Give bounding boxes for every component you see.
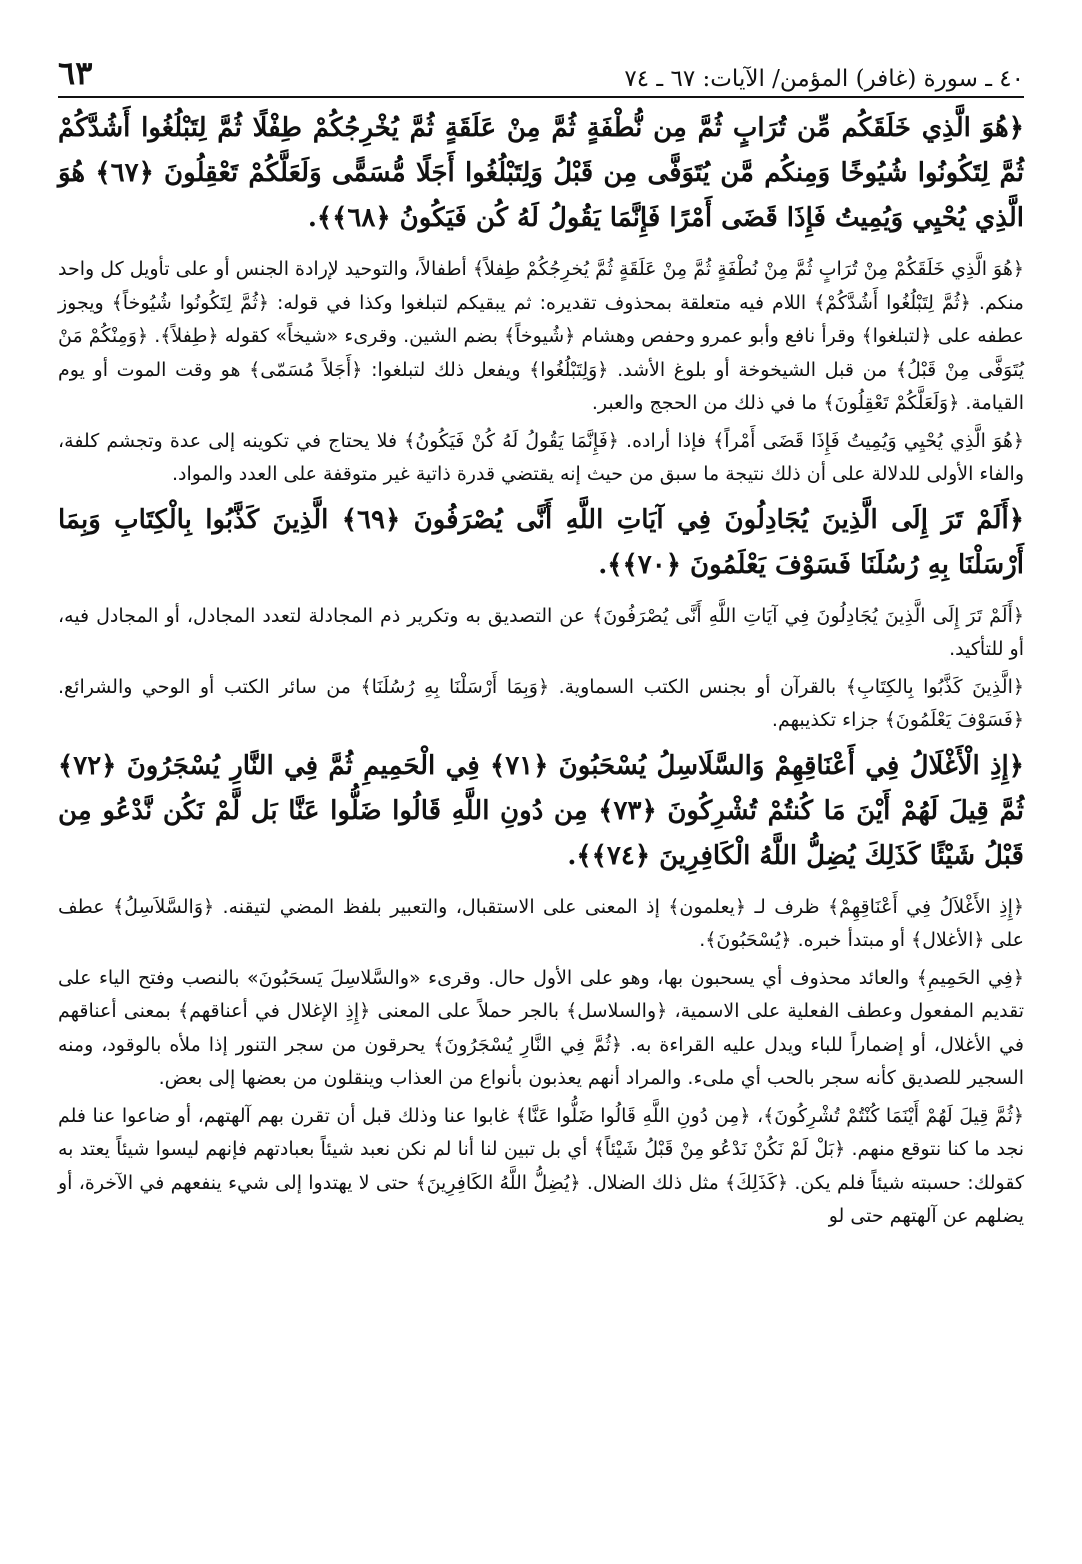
page-content — [58, 106, 1024, 1234]
page-header — [58, 40, 1024, 98]
commentary-paragraph: ﴿هُوَ الَّذِي خَلَقَكُمْ مِنْ تُرَابٍ ثُمَّ مِنْ نُطْفَةٍ ثُمَّ مِنْ عَلَقَةٍ ثُمَّ يُخرِجُكُمْ طِفلاً﴾ أطفالاً، والتوحيد لإرادة الجنس أو على تأويل كل واحد منكم. ﴿ثُمَّ لِتَبْلُغُوا أَشُدَّكُمْ﴾ اللام فيه متعلقة بمحذوف تقديره: ثم يبقيكم لتبلغوا وكذا في قوله: ﴿ثُمَّ لِتَكُونُوا شُيُوخاً﴾ ويجوز عطفه على ﴿لتبلغوا﴾ وقرأ نافع وأبو عمرو وحفص وهشام ﴿شُيوخاً﴾ بضم الشين. وقرىء «شيخاً» كقوله ﴿طِفلاً﴾. ﴿وَمِنْكُمْ مَنْ يُتَوَفَّى مِنْ قَبْلُ﴾ من قبل الشيخوخة أو بلوغ الأشد. ﴿وَلِتَبْلُغُوا﴾ ويفعل ذلك لتبلغوا: ﴿أَجَلاً مُسَمّى﴾ هو وقت الموت أو يوم القيامة. ﴿وَلَعَلَّكُمْ تَعْقِلُونَ﴾ ما في ذلك من الحجج والعبر. — [58, 258, 1024, 414]
commentary-paragraph: ﴿الَّذِينَ كَذَّبُوا بِالكِتَابِ﴾ بالقرآن أو بجنس الكتب السماوية. ﴿وَبِمَا أَرْسَلْنَا بِهِ رُسُلَنَا﴾ من سائر الكتب أو الوحي والشرائع. ﴿فَسَوْفَ يَعْلَمُونَ﴾ جزاء تكذيبهم. — [58, 675, 1024, 731]
quran-verse-block-71-74: ﴿إِذِ الْأَغْلَالُ فِي أَعْنَاقِهِمْ وَالسَّلَاسِلُ يُسْحَبُونَ ﴿٧١﴾ فِي الْحَمِيمِ ثُمَّ فِي النَّارِ يُسْجَرُونَ ﴿٧٢﴾ ثُمَّ قِيلَ لَهُمْ أَيْنَ مَا كُنتُمْ تُشْرِكُونَ ﴿٧٣﴾ مِن دُونِ اللَّهِ قَالُوا ضَلُّوا عَنَّا بَل لَّمْ نَكُن نَّدْعُو مِن قَبْلُ شَيْئًا كَذَلِكَ يُضِلُّ اللَّهُ الْكَافِرِينَ ﴿٧٤﴾﴾. — [58, 750, 1025, 871]
quran-verse-block-69-70: ﴿أَلَمْ تَرَ إِلَى الَّذِينَ يُجَادِلُونَ فِي آيَاتِ اللَّهِ أَنَّى يُصْرَفُونَ ﴿٦٩﴾ الَّذِينَ كَذَّبُوا بِالْكِتَابِ وَبِمَا أَرْسَلْنَا بِهِ رُسُلَنَا فَسَوْفَ يَعْلَمُونَ ﴿٧٠﴾﴾. — [58, 504, 1024, 580]
page-number: ٦٣ — [58, 54, 93, 92]
commentary-paragraph: ﴿أَلَمْ تَرَ إِلَى الَّذِينَ يُجَادِلُونَ فِي آيَاتِ اللَّهِ أَنَّى يُصْرَفُونَ﴾ عن التصديق به وتكرير ذم المجادلة لتعدد المجادل، أو المجادل فيه، أو للتأكيد. — [58, 604, 1024, 660]
running-title: ٤٠ ـ سورة (غافر) المؤمن/ الآيات: ٦٧ ـ ٧٤ — [624, 66, 1024, 92]
commentary-paragraph: ﴿ثُمَّ قِيلَ لَهُمْ أَيْنَمَا كُنْتُمْ تُشْرِكُونَ﴾، ﴿مِن دُونِ اللَّهِ قَالُوا ضَلُّوا عَنَّا﴾ غابوا عنا وذلك قبل أن تقرن بهم آلهتهم، أو ضاعوا عنا فلم نجد ما كنا نتوقع منهم. ﴿بَلْ لَمْ نَكُنْ نَدْعُو مِنْ قَبْلُ شَيْئاً﴾ أي بل تبين لنا أنا لم نكن نعبد شيئاً بعبادتهم فإنهم ليسوا شيئاً يعتد به كقولك: حسبته شيئاً فلم يكن. ﴿كَذَلِكَ﴾ مثل ذلك الضلال. ﴿يُضِلُّ اللَّهُ الكَافِرِينَ﴾ حتى لا يهتدوا إلى شيء ينفعهم في الآخرة، أو يضلهم عن آلهتهم حتى لو — [58, 1104, 1024, 1227]
quran-verse-block-67-68: ﴿هُوَ الَّذِي خَلَقَكُم مِّن تُرَابٍ ثُمَّ مِن نُّطْفَةٍ ثُمَّ مِنْ عَلَقَةٍ ثُمَّ يُخْرِجُكُمْ طِفْلًا ثُمَّ لِتَبْلُغُوا أَشُدَّكُمْ ثُمَّ لِتَكُونُوا شُيُوخًا وَمِنكُم مَّن يُتَوَفَّى مِن قَبْلُ وَلِتَبْلُغُوا أَجَلًا مُّسَمًّى وَلَعَلَّكُمْ تَعْقِلُونَ ﴿٦٧﴾ هُوَ الَّذِي يُحْيِي وَيُمِيتُ فَإِذَا قَضَى أَمْرًا فَإِنَّمَا يَقُولُ لَهُ كُن فَيَكُونُ ﴿٦٨﴾﴾. — [58, 113, 1024, 233]
commentary-paragraph: ﴿فِي الحَمِيمِ﴾ والعائد محذوف أي يسحبون بها، وهو على الأول حال. وقرىء «والسَّلاسِلَ يَسحَبُونَ» بالنصب وفتح الياء على تقديم المفعول وعطف الفعلية على الاسمية، ﴿والسلاسل﴾ بالجر حملاً على المعنى ﴿إِذِ الإغلال في أعناقهم﴾ بمعنى أعناقهم في الأغلال، أو إضماراً للباء ويدل عليه القراءة به. ﴿ثُمَّ فِي النَّارِ يُسْجَرُونَ﴾ يحرقون من سجر التنور إذا ملأه بالوقود، ومنه السجير للصديق كأنه سجر بالحب أي ملىء. والمراد أنهم يعذبون بأنواع من العذاب وينقلون من بعضها إلى بعض. — [58, 966, 1024, 1089]
commentary-paragraph: ﴿إِذِ الأَغْلاَلُ فِي أَعْنَاقِهِمْ﴾ ظرف لـ ﴿يعلمون﴾ إذ المعنى على الاستقبال، والتعبير بلفظ المضي لتيقنه. ﴿وَالسَّلاَسِلُ﴾ عطف على ﴿الأغلال﴾ أو مبتدأ خبره. ﴿يُسْحَبُونَ﴾. — [58, 895, 1024, 951]
commentary-paragraph: ﴿هُوَ الَّذِي يُحْيِي وَيُمِيتُ فَإِذَا قَضَى أَمْراً﴾ فإذا أراده. ﴿فَإِنَّمَا يَقُولُ لَهُ كُنْ فَيَكُونُ﴾ فلا يحتاج في تكوينه إلى عدة وتجشم كلفة، والفاء الأولى للدلالة على أن ذلك نتيجة ما سبق من حيث إنه يقتضي قدرة ذاتية غير متوقفة على العدد والمواد. — [58, 429, 1024, 485]
